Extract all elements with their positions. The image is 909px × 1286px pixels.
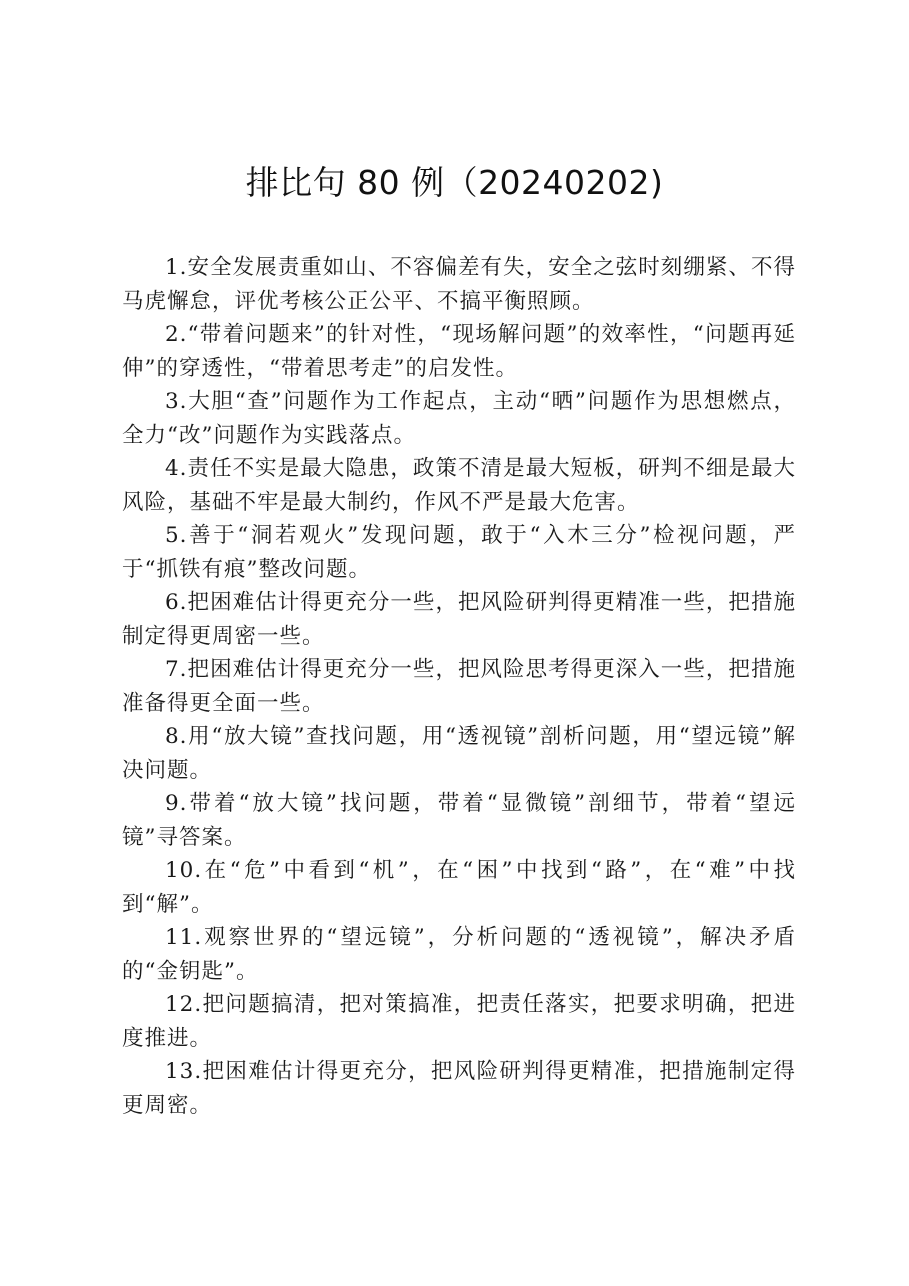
paragraph-6: 6.把困难估计得更充分一些，把风险研判得更精准一些，把措施制定得更周密一些。 xyxy=(122,590,796,649)
document-title: 排比句 80 例（20240202) xyxy=(245,163,664,202)
paragraph-7: 7.把困难估计得更充分一些，把风险思考得更深入一些，把措施准备得更全面一些。 xyxy=(122,657,796,716)
paragraph-5: 5.善于“洞若观火”发现问题，敢于“入木三分”检视问题，严于“抓铁有痕”整改问题。 xyxy=(122,523,796,582)
paragraph-12: 12.把问题搞清，把对策搞准，把责任落实，把要求明确，把进度推进。 xyxy=(122,992,796,1051)
paragraph-4: 4.责任不实是最大隐患，政策不清是最大短板，研判不细是最大风险，基础不牢是最大制约，作风不严是最大危害。 xyxy=(122,456,796,515)
paragraph-10: 10.在“危”中看到“机”，在“困”中找到“路”，在“难”中找到“解”。 xyxy=(122,858,796,917)
paragraph-1: 1.安全发展责重如山、不容偏差有失，安全之弦时刻绷紧、不得马虎懈怠，评优考核公正公平、不搞平衡照顾。 xyxy=(122,255,796,314)
document-body xyxy=(122,251,796,1122)
paragraph-8: 8.用“放大镜”查找问题，用“透视镜”剖析问题，用“望远镜”解决问题。 xyxy=(122,724,796,783)
paragraph-11: 11.观察世界的“望远镜”，分析问题的“透视镜”，解决矛盾的“金钥匙”。 xyxy=(122,925,796,984)
paragraph-2: 2.“带着问题来”的针对性，“现场解问题”的效率性，“问题再延伸”的穿透性，“带着思考走”的启发性。 xyxy=(122,322,796,381)
paragraph-3: 3.大胆“查”问题作为工作起点，主动“晒”问题作为思想燃点，全力“改”问题作为实践落点。 xyxy=(122,389,796,448)
paragraph-13: 13.把困难估计得更充分，把风险研判得更精准，把措施制定得更周密。 xyxy=(122,1059,796,1118)
paragraph-9: 9.带着“放大镜”找问题，带着“显微镜”剖细节，带着“望远镜”寻答案。 xyxy=(122,791,796,850)
